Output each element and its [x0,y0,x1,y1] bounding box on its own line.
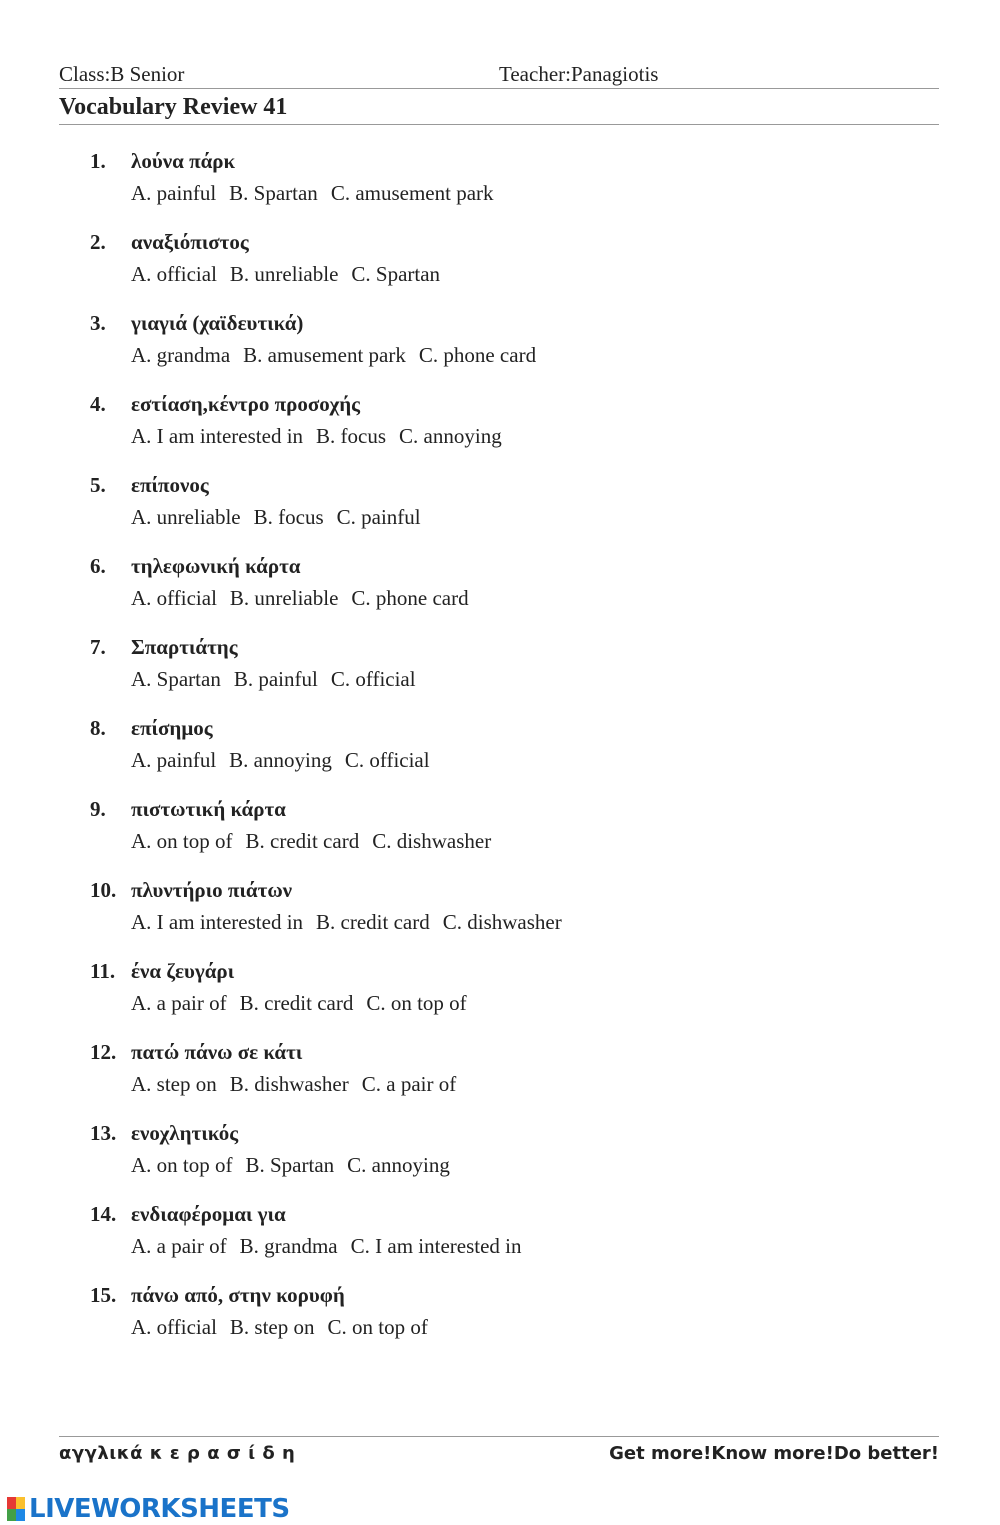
question-word: ένα ζευγάρι [131,959,235,983]
answer-option[interactable]: C. a pair of [361,1072,457,1096]
answer-option[interactable]: A. a pair of [131,991,227,1015]
question-word: αναξιόπιστος [131,230,249,254]
question-word: πλυντήριο πιάτων [131,878,293,902]
question-item [90,716,950,797]
answer-option[interactable]: A. on top of [131,1153,233,1177]
answer-option[interactable]: B. amusement park [243,343,406,367]
answer-option[interactable]: B. unreliable [229,586,339,610]
answer-option[interactable]: A. on top of [131,829,233,853]
answer-option[interactable]: C. dishwasher [372,829,492,853]
answer-option[interactable]: B. annoying [229,748,332,772]
answer-options [131,1315,441,1340]
footer-left-text: αγγλικά κ ε ρ α σ ί δ η [59,1443,296,1464]
answer-option[interactable]: A. a pair of [131,1234,227,1258]
answer-option[interactable]: B. Spartan [245,1153,335,1177]
question-number: 14. [90,1202,117,1226]
answer-options [131,910,575,935]
question-number: 6. [90,554,106,578]
answer-option[interactable]: C. official [344,748,430,772]
question-item [90,1283,950,1364]
answer-option[interactable]: C. on top of [366,991,467,1015]
question-word: επίπονος [131,473,209,497]
answer-option[interactable]: B. focus [316,424,387,448]
question-item [90,1121,950,1202]
answer-option[interactable]: A. painful [131,748,217,772]
answer-option[interactable]: A. grandma [131,343,231,367]
teacher-label: Teacher:Panagiotis [499,62,659,86]
answer-option[interactable]: B. dishwasher [229,1072,349,1096]
question-number: 11. [90,959,116,983]
answer-options [131,991,480,1016]
answer-option[interactable]: B. step on [229,1315,315,1339]
page-title: Vocabulary Review 41 [59,94,288,120]
question-word: Σπαρτιάτης [131,635,238,659]
answer-option[interactable]: A. unreliable [131,505,241,529]
answer-option[interactable]: A. step on [131,1072,217,1096]
answer-options [131,262,453,287]
question-item [90,1202,950,1283]
question-item [90,392,950,473]
question-word: ενοχλητικός [131,1121,239,1145]
answer-options [131,1234,535,1259]
header-row [59,62,939,89]
answer-option[interactable]: C. dishwasher [442,910,562,934]
question-item [90,230,950,311]
question-item [90,635,950,716]
answer-option[interactable]: C. phone card [418,343,537,367]
question-number: 12. [90,1040,117,1064]
answer-options [131,505,434,530]
answer-option[interactable]: C. I am interested in [350,1234,522,1258]
answer-options [131,1072,469,1097]
title-row [59,94,939,125]
question-list [90,149,950,1364]
question-word: εστίαση,κέντρο προσοχής [131,392,360,416]
class-label: Class:B Senior [59,62,185,86]
question-number: 3. [90,311,106,335]
liveworksheets-logo[interactable] [7,1494,290,1524]
answer-option[interactable]: C. phone card [351,586,469,610]
question-item [90,473,950,554]
answer-option[interactable]: B. Spartan [229,181,318,205]
question-number: 8. [90,716,106,740]
question-number: 9. [90,797,106,821]
question-word: γιαγιά (χαϊδευτικά) [131,311,304,335]
answer-option[interactable]: C. on top of [327,1315,428,1339]
answer-options [131,829,504,854]
answer-option[interactable]: C. amusement park [330,181,494,205]
question-number: 7. [90,635,106,659]
answer-option[interactable]: B. focus [253,505,324,529]
answer-option[interactable]: C. official [330,667,416,691]
footer-slogan: Get more!Know more!Do better! [609,1443,939,1464]
question-word: τηλεφωνική κάρτα [131,554,301,578]
question-number: 15. [90,1283,117,1307]
answer-options [131,181,507,206]
question-item [90,878,950,959]
question-word: επίσημος [131,716,213,740]
question-word: πατώ πάνω σε κάτι [131,1040,303,1064]
answer-option[interactable]: B. unreliable [229,262,339,286]
question-item [90,797,950,878]
question-word: πιστωτική κάρτα [131,797,286,821]
answer-option[interactable]: A. painful [131,181,217,205]
answer-option[interactable]: A. official [131,586,217,610]
answer-options [131,1153,463,1178]
answer-option[interactable]: A. I am interested in [131,910,304,934]
question-item [90,959,950,1040]
question-item [90,554,950,635]
question-item [90,311,950,392]
question-item [90,149,950,230]
answer-option[interactable]: B. credit card [245,829,360,853]
answer-option[interactable]: A. official [131,1315,217,1339]
answer-option[interactable]: A. Spartan [131,667,221,691]
answer-options [131,748,443,773]
logo-icon [7,1497,25,1521]
answer-option[interactable]: B. grandma [239,1234,338,1258]
answer-option[interactable]: C. annoying [347,1153,450,1177]
question-word: λούνα πάρκ [131,149,236,173]
answer-options [131,424,515,449]
answer-option[interactable]: B. credit card [316,910,430,934]
question-number: 10. [90,878,117,902]
question-number: 13. [90,1121,117,1145]
answer-option[interactable]: B. painful [233,667,318,691]
answer-option[interactable]: C. Spartan [351,262,441,286]
answer-option[interactable]: A. official [131,262,217,286]
question-number: 1. [90,149,106,173]
answer-option[interactable]: B. credit card [239,991,354,1015]
question-word: πάνω από, στην κορυφή [131,1283,345,1307]
question-number: 2. [90,230,106,254]
answer-option[interactable]: A. I am interested in [131,424,304,448]
footer [59,1436,939,1467]
question-word: ενδιαφέρομαι για [131,1202,286,1226]
answer-option[interactable]: C. annoying [399,424,502,448]
answer-options [131,586,482,611]
answer-options [131,343,549,368]
question-item [90,1040,950,1121]
answer-options [131,667,429,692]
answer-option[interactable]: C. painful [336,505,421,529]
question-number: 4. [90,392,106,416]
logo-text: LIVEWORKSHEETS [29,1494,290,1524]
question-number: 5. [90,473,106,497]
